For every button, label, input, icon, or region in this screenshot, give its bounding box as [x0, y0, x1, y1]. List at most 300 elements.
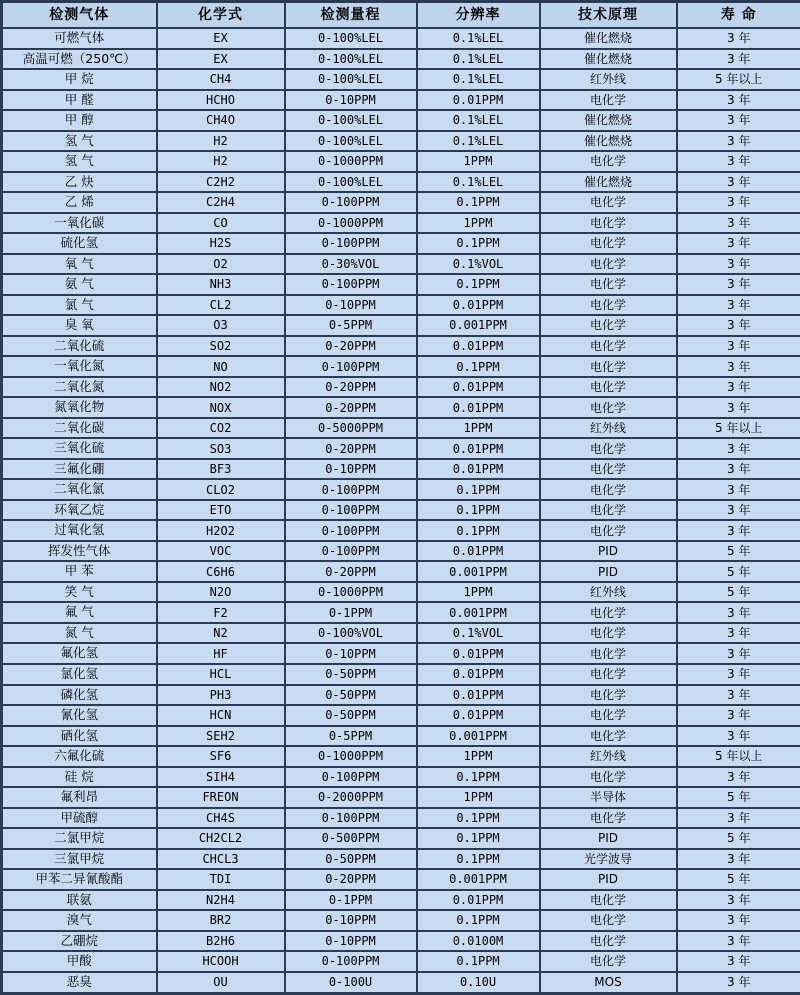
table-row — [2, 910, 800, 931]
table-row — [2, 131, 800, 152]
table-row — [2, 172, 800, 193]
table-cell: SF6 — [157, 746, 285, 767]
column-header: 分辨率 — [417, 2, 540, 29]
table-cell: 0.01PPM — [417, 890, 540, 911]
table-cell: 过氧化氢 — [2, 520, 157, 541]
table-cell: C2H2 — [157, 172, 285, 193]
table-cell: 0-20PPM — [285, 438, 417, 459]
header-row — [2, 2, 800, 29]
table-cell: PID — [540, 561, 677, 582]
table-cell: 六氟化硫 — [2, 746, 157, 767]
table-cell: 0.1PPM — [417, 500, 540, 521]
table-cell: 0.001PPM — [417, 561, 540, 582]
table-cell: 0-50PPM — [285, 705, 417, 726]
table-cell: 电化学 — [540, 705, 677, 726]
table-cell: 电化学 — [540, 90, 677, 111]
table-cell: 5 年 — [677, 828, 800, 849]
table-cell: 0.1%LEL — [417, 172, 540, 193]
table-cell: 催化燃烧 — [540, 28, 677, 49]
table-cell: 0-100U — [285, 972, 417, 994]
table-row — [2, 49, 800, 70]
table-cell: 电化学 — [540, 643, 677, 664]
table-cell: 0-1PPM — [285, 890, 417, 911]
table-cell: 甲 醇 — [2, 110, 157, 131]
table-cell: 0.1%LEL — [417, 28, 540, 49]
table-cell: 电化学 — [540, 254, 677, 275]
table-row — [2, 274, 800, 295]
table-cell: 3 年 — [677, 664, 800, 685]
table-cell: 电化学 — [540, 213, 677, 234]
table-cell: 0-100PPM — [285, 541, 417, 562]
table-cell: 0.1%LEL — [417, 69, 540, 90]
table-cell: 0-5PPM — [285, 726, 417, 747]
table-cell: HCN — [157, 705, 285, 726]
table-cell: 光学波导 — [540, 849, 677, 870]
table-row — [2, 254, 800, 275]
table-cell: 3 年 — [677, 315, 800, 336]
table-row — [2, 705, 800, 726]
table-cell: 0-100PPM — [285, 233, 417, 254]
table-cell: 5 年 — [677, 582, 800, 603]
table-cell: 0.1PPM — [417, 849, 540, 870]
table-cell: HCL — [157, 664, 285, 685]
table-cell: 3 年 — [677, 213, 800, 234]
table-cell: 0.001PPM — [417, 602, 540, 623]
table-cell: 高温可燃（250℃） — [2, 49, 157, 70]
table-cell: 5 年以上 — [677, 69, 800, 90]
table-cell: 甲 烷 — [2, 69, 157, 90]
table-cell: N2 — [157, 623, 285, 644]
table-cell: 0-1PPM — [285, 602, 417, 623]
table-cell: 氯化氢 — [2, 664, 157, 685]
table-cell: 3 年 — [677, 336, 800, 357]
table-cell: 0.1PPM — [417, 951, 540, 972]
table-cell: CH4O — [157, 110, 285, 131]
table-cell: 催化燃烧 — [540, 131, 677, 152]
table-cell: 联氨 — [2, 890, 157, 911]
table-cell: 0-5000PPM — [285, 418, 417, 439]
table-cell: 氟 气 — [2, 602, 157, 623]
table-cell: 0-50PPM — [285, 685, 417, 706]
table-row — [2, 28, 800, 49]
table-cell: 3 年 — [677, 274, 800, 295]
table-row — [2, 356, 800, 377]
table-cell: 电化学 — [540, 356, 677, 377]
table-cell: 1PPM — [417, 746, 540, 767]
table-cell: 电化学 — [540, 151, 677, 172]
table-cell: 0.1PPM — [417, 520, 540, 541]
table-cell: NO2 — [157, 377, 285, 398]
table-cell: CH4S — [157, 808, 285, 829]
table-row — [2, 582, 800, 603]
table-cell: 电化学 — [540, 664, 677, 685]
table-cell: 氟化氢 — [2, 643, 157, 664]
table-cell: 氰化氢 — [2, 705, 157, 726]
table-cell: 0-1000PPM — [285, 582, 417, 603]
table-cell: 3 年 — [677, 192, 800, 213]
table-cell: 臭 氧 — [2, 315, 157, 336]
table-row — [2, 623, 800, 644]
table-cell: 0.01PPM — [417, 459, 540, 480]
table-cell: O3 — [157, 315, 285, 336]
table-cell: H2S — [157, 233, 285, 254]
table-row — [2, 151, 800, 172]
table-cell: NO — [157, 356, 285, 377]
table-cell: 二氯甲烷 — [2, 828, 157, 849]
table-cell: 0.1PPM — [417, 192, 540, 213]
table-row — [2, 561, 800, 582]
table-cell: 3 年 — [677, 808, 800, 829]
table-cell: 电化学 — [540, 951, 677, 972]
table-cell: 半导体 — [540, 787, 677, 808]
table-cell: EX — [157, 28, 285, 49]
table-cell: 0.1PPM — [417, 828, 540, 849]
table-cell: PID — [540, 541, 677, 562]
table-row — [2, 438, 800, 459]
table-cell: 甲 苯 — [2, 561, 157, 582]
table-cell: 红外线 — [540, 69, 677, 90]
table-body — [2, 28, 800, 994]
table-cell: 0.1%VOL — [417, 623, 540, 644]
table-cell: PH3 — [157, 685, 285, 706]
table-cell: 3 年 — [677, 623, 800, 644]
table-cell: 氮氧化物 — [2, 397, 157, 418]
table-cell: C2H4 — [157, 192, 285, 213]
table-cell: F2 — [157, 602, 285, 623]
table-cell: N2H4 — [157, 890, 285, 911]
table-cell: 3 年 — [677, 705, 800, 726]
table-cell: 0-500PPM — [285, 828, 417, 849]
table-cell: 1PPM — [417, 787, 540, 808]
table-row — [2, 808, 800, 829]
table-cell: 0-100PPM — [285, 951, 417, 972]
column-header: 检测量程 — [285, 2, 417, 29]
table-cell: 电化学 — [540, 520, 677, 541]
table-cell: CHCL3 — [157, 849, 285, 870]
table-cell: 硒化氢 — [2, 726, 157, 747]
table-cell: 3 年 — [677, 377, 800, 398]
table-cell: 硫化氢 — [2, 233, 157, 254]
table-cell: 3 年 — [677, 110, 800, 131]
table-cell: 0.01PPM — [417, 685, 540, 706]
table-cell: 3 年 — [677, 951, 800, 972]
table-cell: 0.001PPM — [417, 315, 540, 336]
table-row — [2, 500, 800, 521]
table-cell: 0.1%LEL — [417, 131, 540, 152]
table-cell: 催化燃烧 — [540, 49, 677, 70]
table-cell: 甲苯二异氰酸酯 — [2, 869, 157, 890]
table-cell: 0-100%LEL — [285, 131, 417, 152]
table-cell: HF — [157, 643, 285, 664]
table-row — [2, 110, 800, 131]
table-cell: 0-100%VOL — [285, 623, 417, 644]
table-cell: 0.1PPM — [417, 356, 540, 377]
table-row — [2, 90, 800, 111]
table-cell: 3 年 — [677, 500, 800, 521]
table-cell: 0.01PPM — [417, 377, 540, 398]
table-cell: BF3 — [157, 459, 285, 480]
table-cell: 3 年 — [677, 172, 800, 193]
table-cell: 0-100%LEL — [285, 110, 417, 131]
table-row — [2, 767, 800, 788]
table-cell: VOC — [157, 541, 285, 562]
table-cell: 0.01PPM — [417, 90, 540, 111]
table-cell: 电化学 — [540, 479, 677, 500]
table-cell: 3 年 — [677, 849, 800, 870]
table-cell: 1PPM — [417, 582, 540, 603]
table-cell: 0-10PPM — [285, 910, 417, 931]
table-cell: 电化学 — [540, 602, 677, 623]
table-cell: 环氧乙烷 — [2, 500, 157, 521]
table-cell: 三氧化硫 — [2, 438, 157, 459]
table-cell: H2O2 — [157, 520, 285, 541]
table-cell: 0-50PPM — [285, 849, 417, 870]
table-cell: 0.1PPM — [417, 274, 540, 295]
table-cell: H2 — [157, 131, 285, 152]
table-row — [2, 931, 800, 952]
table-cell: 0-20PPM — [285, 377, 417, 398]
table-cell: 3 年 — [677, 28, 800, 49]
table-cell: 0-1000PPM — [285, 151, 417, 172]
table-cell: 3 年 — [677, 397, 800, 418]
table-row — [2, 541, 800, 562]
table-row — [2, 397, 800, 418]
table-cell: 0-100PPM — [285, 520, 417, 541]
column-header: 技术原理 — [540, 2, 677, 29]
table-cell: 0-50PPM — [285, 664, 417, 685]
table-cell: 3 年 — [677, 643, 800, 664]
table-cell: HCHO — [157, 90, 285, 111]
table-cell: 电化学 — [540, 685, 677, 706]
table-cell: 电化学 — [540, 274, 677, 295]
table-cell: 氯 气 — [2, 295, 157, 316]
table-cell: 电化学 — [540, 500, 677, 521]
table-cell: 电化学 — [540, 233, 677, 254]
table-cell: 氨 气 — [2, 274, 157, 295]
table-row — [2, 69, 800, 90]
table-cell: 0.1PPM — [417, 808, 540, 829]
table-cell: 3 年 — [677, 685, 800, 706]
table-cell: BR2 — [157, 910, 285, 931]
table-cell: 5 年以上 — [677, 746, 800, 767]
table-cell: 磷化氢 — [2, 685, 157, 706]
table-cell: 3 年 — [677, 49, 800, 70]
table-cell: 3 年 — [677, 726, 800, 747]
table-cell: 二氧化氮 — [2, 377, 157, 398]
table-cell: 电化学 — [540, 726, 677, 747]
table-row — [2, 336, 800, 357]
table-row — [2, 869, 800, 890]
table-cell: 0-10PPM — [285, 90, 417, 111]
table-cell: OU — [157, 972, 285, 994]
table-cell: SEH2 — [157, 726, 285, 747]
table-cell: 3 年 — [677, 356, 800, 377]
table-cell: 0.1PPM — [417, 910, 540, 931]
table-cell: 3 年 — [677, 151, 800, 172]
table-cell: 0-100PPM — [285, 479, 417, 500]
table-cell: TDI — [157, 869, 285, 890]
table-cell: 3 年 — [677, 972, 800, 994]
table-cell: 氮 气 — [2, 623, 157, 644]
table-cell: 电化学 — [540, 931, 677, 952]
table-row — [2, 192, 800, 213]
table-cell: SIH4 — [157, 767, 285, 788]
table-cell: 0-10PPM — [285, 295, 417, 316]
table-cell: 笑 气 — [2, 582, 157, 603]
table-cell: 红外线 — [540, 746, 677, 767]
table-cell: 0-1000PPM — [285, 213, 417, 234]
table-cell: 0-100PPM — [285, 274, 417, 295]
table-cell: 0.10U — [417, 972, 540, 994]
table-cell: CH2CL2 — [157, 828, 285, 849]
table-cell: 乙硼烷 — [2, 931, 157, 952]
table-cell: 3 年 — [677, 767, 800, 788]
table-cell: 0-20PPM — [285, 869, 417, 890]
table-cell: 二氧化氯 — [2, 479, 157, 500]
table-row — [2, 295, 800, 316]
table-cell: 电化学 — [540, 315, 677, 336]
table-row — [2, 479, 800, 500]
table-cell: 3 年 — [677, 459, 800, 480]
table-cell: 0-100PPM — [285, 192, 417, 213]
table-cell: 0.001PPM — [417, 726, 540, 747]
table-cell: 3 年 — [677, 254, 800, 275]
table-cell: H2 — [157, 151, 285, 172]
table-cell: 0-100%LEL — [285, 49, 417, 70]
table-cell: 乙 烯 — [2, 192, 157, 213]
table-cell: 0.01PPM — [417, 397, 540, 418]
table-cell: 电化学 — [540, 459, 677, 480]
table-cell: 0.01PPM — [417, 336, 540, 357]
table-cell: 三氯甲烷 — [2, 849, 157, 870]
table-cell: ETO — [157, 500, 285, 521]
column-header: 检测气体 — [2, 2, 157, 29]
table-cell: 3 年 — [677, 233, 800, 254]
table-cell: 0.1PPM — [417, 479, 540, 500]
table-row — [2, 890, 800, 911]
table-cell: 甲酸 — [2, 951, 157, 972]
table-cell: 0-100PPM — [285, 808, 417, 829]
table-cell: CO2 — [157, 418, 285, 439]
table-cell: 0.1PPM — [417, 233, 540, 254]
table-cell: 可燃气体 — [2, 28, 157, 49]
table-cell: 硅 烷 — [2, 767, 157, 788]
table-cell: 0-5PPM — [285, 315, 417, 336]
table-row — [2, 951, 800, 972]
table-cell: 氢 气 — [2, 151, 157, 172]
table-cell: 红外线 — [540, 582, 677, 603]
table-cell: 二氧化碳 — [2, 418, 157, 439]
table-cell: 0-20PPM — [285, 336, 417, 357]
table-cell: 红外线 — [540, 418, 677, 439]
table-cell: 0.1%LEL — [417, 49, 540, 70]
table-cell: O2 — [157, 254, 285, 275]
table-cell: 0-100%LEL — [285, 69, 417, 90]
table-cell: 0-10PPM — [285, 643, 417, 664]
table-cell: 电化学 — [540, 192, 677, 213]
table-cell: 电化学 — [540, 295, 677, 316]
table-cell: 0-10PPM — [285, 931, 417, 952]
table-row — [2, 828, 800, 849]
table-cell: 0-100PPM — [285, 356, 417, 377]
table-cell: 3 年 — [677, 90, 800, 111]
table-row — [2, 746, 800, 767]
table-cell: 3 年 — [677, 890, 800, 911]
table-cell: MOS — [540, 972, 677, 994]
column-header: 化学式 — [157, 2, 285, 29]
table-cell: SO2 — [157, 336, 285, 357]
table-cell: 一氧化碳 — [2, 213, 157, 234]
table-cell: 0.0100M — [417, 931, 540, 952]
table-cell: 二氧化硫 — [2, 336, 157, 357]
table-row — [2, 849, 800, 870]
table-cell: 3 年 — [677, 602, 800, 623]
table-cell: 0.1%LEL — [417, 110, 540, 131]
table-cell: 乙 炔 — [2, 172, 157, 193]
table-cell: NH3 — [157, 274, 285, 295]
table-row — [2, 685, 800, 706]
table-cell: SO3 — [157, 438, 285, 459]
table-cell: 5 年 — [677, 561, 800, 582]
table-row — [2, 233, 800, 254]
table-cell: 5 年 — [677, 787, 800, 808]
table-cell: 0-100%LEL — [285, 28, 417, 49]
table-row — [2, 213, 800, 234]
table-cell: 3 年 — [677, 479, 800, 500]
table-cell: 催化燃烧 — [540, 110, 677, 131]
table-cell: 氧 气 — [2, 254, 157, 275]
table-cell: 电化学 — [540, 910, 677, 931]
table-cell: 3 年 — [677, 931, 800, 952]
table-cell: 0-20PPM — [285, 561, 417, 582]
table-cell: PID — [540, 869, 677, 890]
table-cell: 溴气 — [2, 910, 157, 931]
table-cell: 0.01PPM — [417, 541, 540, 562]
table-cell: EX — [157, 49, 285, 70]
table-row — [2, 459, 800, 480]
table-cell: PID — [540, 828, 677, 849]
table-cell: 5 年 — [677, 869, 800, 890]
table-row — [2, 726, 800, 747]
table-cell: 0-100PPM — [285, 767, 417, 788]
table-cell: 0.1%VOL — [417, 254, 540, 275]
table-cell: 0.01PPM — [417, 438, 540, 459]
table-cell: 电化学 — [540, 767, 677, 788]
table-cell: 电化学 — [540, 336, 677, 357]
table-cell: 恶臭 — [2, 972, 157, 994]
table-cell: 0-100%LEL — [285, 172, 417, 193]
table-cell: 电化学 — [540, 397, 677, 418]
table-cell: 3 年 — [677, 910, 800, 931]
table-cell: CO — [157, 213, 285, 234]
table-cell: 5 年 — [677, 541, 800, 562]
table-cell: 氢 气 — [2, 131, 157, 152]
table-cell: 0.001PPM — [417, 869, 540, 890]
table-cell: 0-1000PPM — [285, 746, 417, 767]
table-cell: 挥发性气体 — [2, 541, 157, 562]
table-row — [2, 520, 800, 541]
table-cell: 0-30%VOL — [285, 254, 417, 275]
table-cell: 3 年 — [677, 131, 800, 152]
table-cell: 1PPM — [417, 213, 540, 234]
table-cell: CH4 — [157, 69, 285, 90]
table-cell: 甲 醛 — [2, 90, 157, 111]
table-cell: 催化燃烧 — [540, 172, 677, 193]
table-row — [2, 787, 800, 808]
table-cell: 电化学 — [540, 890, 677, 911]
table-cell: 电化学 — [540, 623, 677, 644]
table-cell: 0-2000PPM — [285, 787, 417, 808]
